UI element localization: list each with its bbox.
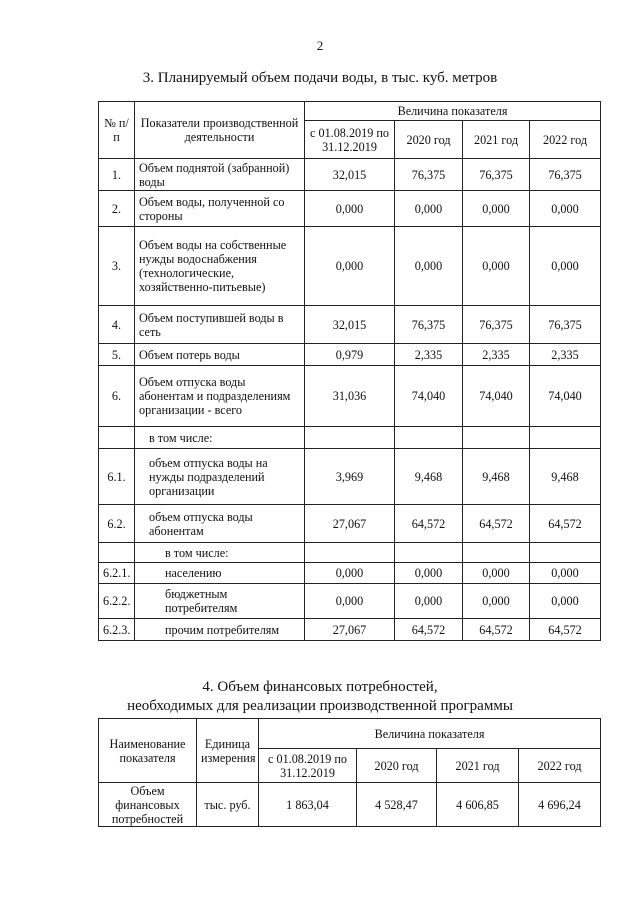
row-value — [530, 543, 601, 563]
row-value — [305, 427, 395, 449]
row-num: 1. — [99, 159, 135, 191]
row-value: 0,000 — [395, 191, 463, 227]
row-value — [305, 543, 395, 563]
row-value: 64,572 — [463, 505, 530, 543]
water-supply-table — [98, 101, 601, 641]
row-value: 32,015 — [305, 306, 395, 344]
row-value: 9,468 — [530, 449, 601, 505]
table1-header-row — [99, 102, 601, 121]
row-name: Объем поднятой (забранной) воды — [135, 159, 305, 191]
row-value: 27,067 — [305, 619, 395, 641]
header-name: Наименование показателя — [99, 719, 197, 783]
row-value: 74,040 — [395, 366, 463, 427]
row-value: 2,335 — [395, 344, 463, 366]
row-value: 4 606,85 — [437, 783, 519, 827]
table-row — [99, 783, 601, 827]
row-value: 74,040 — [530, 366, 601, 427]
row-name: Объем поступившей воды в сеть — [135, 306, 305, 344]
row-value: 0,000 — [463, 563, 530, 584]
row-value: 2,335 — [463, 344, 530, 366]
table-row — [99, 427, 601, 449]
row-value: 0,000 — [305, 227, 395, 306]
table-row — [99, 543, 601, 563]
row-value: 31,036 — [305, 366, 395, 427]
row-value: 4 528,47 — [357, 783, 437, 827]
table-row — [99, 505, 601, 543]
row-value: 0,000 — [395, 227, 463, 306]
row-value: 76,375 — [463, 159, 530, 191]
header-period: 2020 год — [357, 749, 437, 783]
row-name: Объем финансовых потребностей — [99, 783, 197, 827]
table2-header-row — [99, 719, 601, 749]
row-value: 74,040 — [463, 366, 530, 427]
header-indicator: Показатели производственной деятельности — [135, 102, 305, 159]
table-row — [99, 366, 601, 427]
row-num: 6.1. — [99, 449, 135, 505]
header-unit: Единица измерения — [197, 719, 259, 783]
row-unit: тыс. руб. — [197, 783, 259, 827]
row-value: 64,572 — [530, 619, 601, 641]
row-value: 3,969 — [305, 449, 395, 505]
row-value: 0,000 — [530, 563, 601, 584]
header-period: 2021 год — [437, 749, 519, 783]
row-value: 9,468 — [463, 449, 530, 505]
row-value: 27,067 — [305, 505, 395, 543]
row-value: 0,000 — [530, 227, 601, 306]
row-name: прочим потребителям — [135, 619, 305, 641]
row-num: 6. — [99, 366, 135, 427]
header-value-group: Величина показателя — [305, 102, 601, 121]
header-period: 2020 год — [395, 121, 463, 159]
row-name: Объем отпуска воды абонентам и подразделениям организации - всего — [135, 366, 305, 427]
row-name: объем отпуска воды на нужды подразделений организации — [135, 449, 305, 505]
row-value: 0,000 — [530, 584, 601, 619]
row-num: 2. — [99, 191, 135, 227]
row-num: 6.2. — [99, 505, 135, 543]
row-value: 0,000 — [463, 584, 530, 619]
row-num: 3. — [99, 227, 135, 306]
row-value: 4 696,24 — [519, 783, 601, 827]
row-value: 0,000 — [305, 584, 395, 619]
row-value — [463, 427, 530, 449]
row-value: 0,000 — [463, 227, 530, 306]
header-period: с 01.08.2019 по 31.12.2019 — [305, 121, 395, 159]
row-value: 76,375 — [463, 306, 530, 344]
row-value — [395, 543, 463, 563]
row-name: бюджетным потребителям — [135, 584, 305, 619]
row-value — [530, 427, 601, 449]
row-name: в том числе: — [135, 427, 305, 449]
row-value: 76,375 — [530, 306, 601, 344]
table-row — [99, 449, 601, 505]
page-number: 2 — [316, 38, 324, 53]
table-row — [99, 563, 601, 584]
row-value: 76,375 — [395, 306, 463, 344]
table-row — [99, 619, 601, 641]
header-value-group: Величина показателя — [259, 719, 601, 749]
header-num: № п/п — [99, 102, 135, 159]
row-value: 64,572 — [395, 505, 463, 543]
row-num: 6.2.2. — [99, 584, 135, 619]
row-num: 4. — [99, 306, 135, 344]
row-num: 6.2.3. — [99, 619, 135, 641]
table-row — [99, 191, 601, 227]
row-value: 0,979 — [305, 344, 395, 366]
header-period: 2022 год — [519, 749, 601, 783]
header-period: с 01.08.2019 по 31.12.2019 — [259, 749, 357, 783]
row-value: 64,572 — [395, 619, 463, 641]
row-value: 2,335 — [530, 344, 601, 366]
row-name: Объем потерь воды — [135, 344, 305, 366]
row-value: 0,000 — [395, 584, 463, 619]
table-row — [99, 344, 601, 366]
row-value: 76,375 — [530, 159, 601, 191]
header-period: 2021 год — [463, 121, 530, 159]
table2-title-line1: 4. Объем финансовых потребностей, — [202, 679, 438, 695]
row-name: Объем воды, полученной со стороны — [135, 191, 305, 227]
financial-needs-table — [98, 718, 601, 827]
table-row — [99, 227, 601, 306]
row-value: 1 863,04 — [259, 783, 357, 827]
row-value: 0,000 — [530, 191, 601, 227]
row-name: населению — [135, 563, 305, 584]
table-row — [99, 159, 601, 191]
row-value: 64,572 — [463, 619, 530, 641]
row-num: 6.2.1. — [99, 563, 135, 584]
table-row — [99, 306, 601, 344]
row-value: 64,572 — [530, 505, 601, 543]
table1-title: 3. Планируемый объем подачи воды, в тыс. куб. метров — [142, 70, 498, 86]
row-name: объем отпуска воды абонентам — [135, 505, 305, 543]
row-value: 76,375 — [395, 159, 463, 191]
row-value: 0,000 — [463, 191, 530, 227]
row-num: 5. — [99, 344, 135, 366]
row-num — [99, 427, 135, 449]
table2-title-line2: необходимых для реализации производственной программы — [127, 698, 513, 714]
row-value: 9,468 — [395, 449, 463, 505]
row-name: Объем воды на собственные нужды водоснабжения (технологические, хозяйственно-питьевые) — [135, 227, 305, 306]
row-name: в том числе: — [135, 543, 305, 563]
row-value: 32,015 — [305, 159, 395, 191]
row-num — [99, 543, 135, 563]
table2-title — [0, 678, 640, 716]
row-value — [463, 543, 530, 563]
header-period: 2022 год — [530, 121, 601, 159]
row-value: 0,000 — [305, 191, 395, 227]
row-value — [395, 427, 463, 449]
table-row — [99, 584, 601, 619]
row-value: 0,000 — [305, 563, 395, 584]
row-value: 0,000 — [395, 563, 463, 584]
